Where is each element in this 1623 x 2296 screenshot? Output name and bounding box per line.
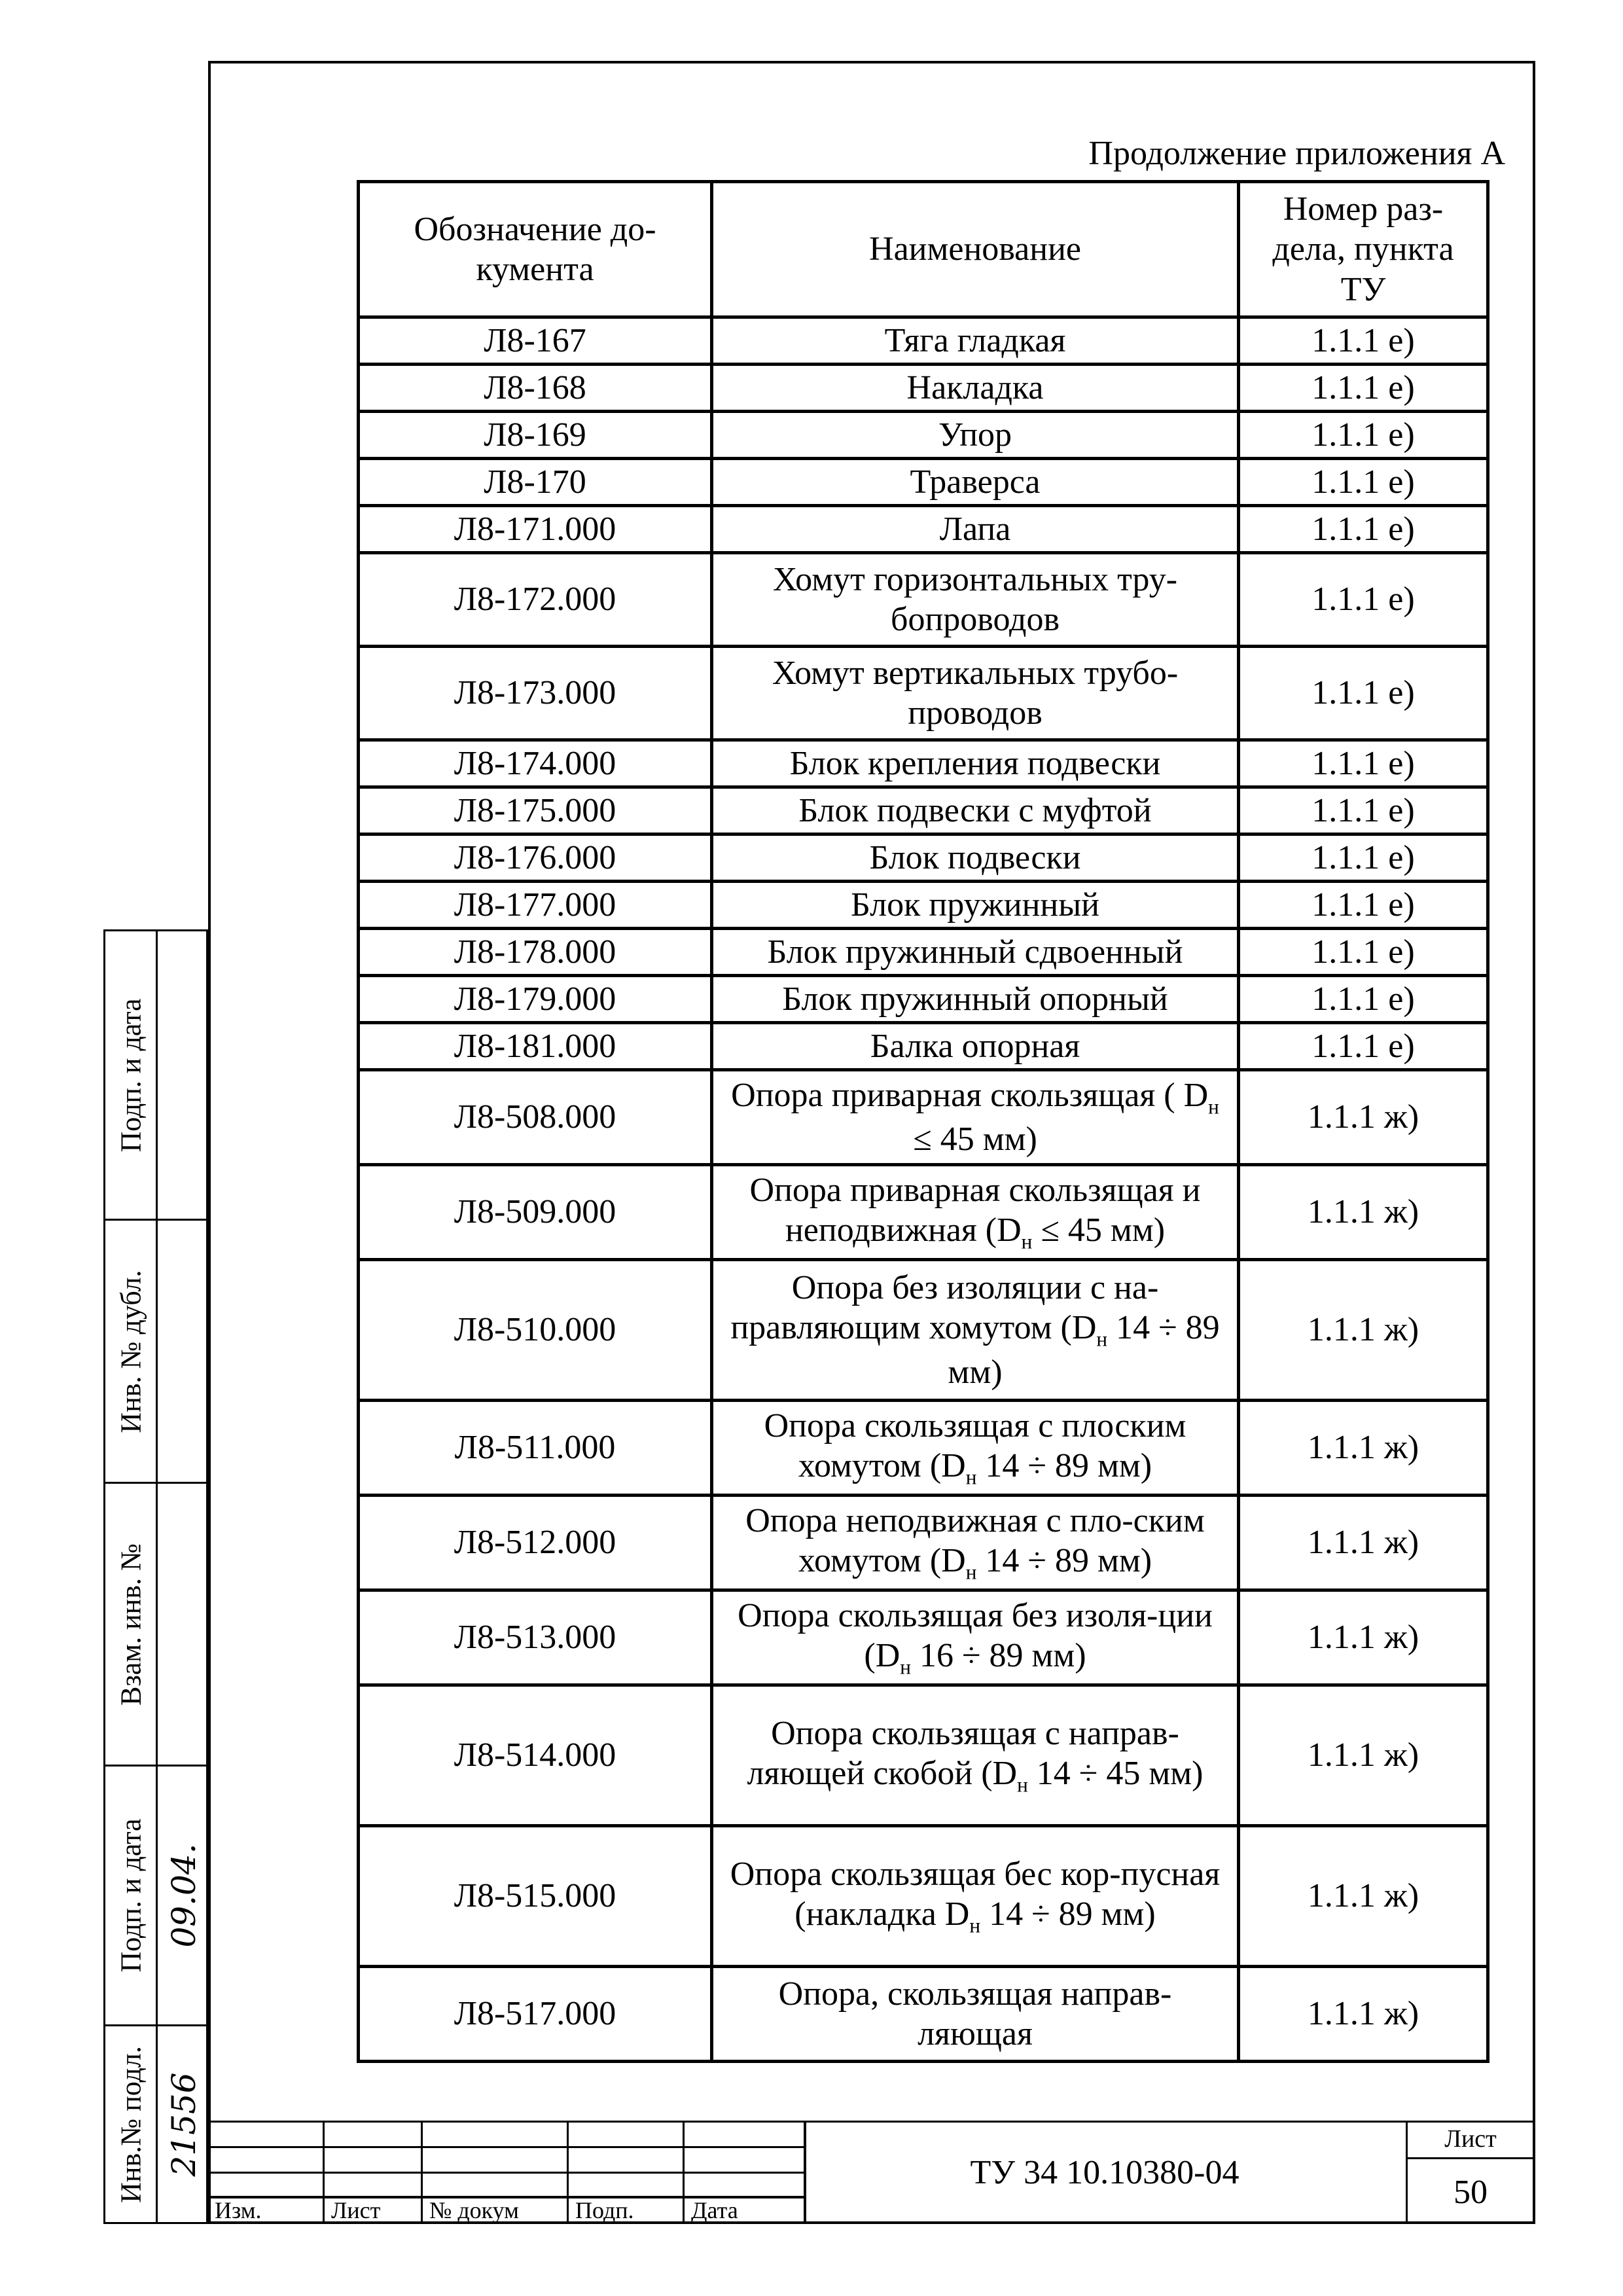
cell-doc: Л8-514.000: [359, 1685, 712, 1826]
cell-doc: Л8-508.000: [359, 1070, 712, 1165]
cell-doc: Л8-510.000: [359, 1260, 712, 1401]
side-label: Взам. инв. №: [115, 1543, 147, 1706]
side-field-signature-date-2: [103, 1765, 208, 2026]
header-name: Наименование: [712, 182, 1239, 317]
cell-name: Опора скользящая бес кор-пусная (накладка $D_н$ 14 ÷ 89 мм): [712, 1826, 1239, 1967]
cell-name: Траверса: [712, 459, 1239, 506]
table-row: [359, 882, 1488, 929]
cell-section: 1.1.1 е): [1239, 647, 1488, 740]
table-row: [359, 740, 1488, 787]
cell-name: Опора, скользящая направ-ляющая: [712, 1967, 1239, 2062]
cell-name: Опора приварная скользящая и неподвижная ($D_н \le 45$ мм): [712, 1165, 1239, 1260]
cell-doc: Л8-171.000: [359, 506, 712, 553]
cell-doc: Л8-517.000: [359, 1967, 712, 2062]
table-row: [359, 553, 1488, 647]
table-row: [359, 412, 1488, 459]
spec-table: [357, 180, 1489, 2063]
cell-doc: Л8-176.000: [359, 834, 712, 882]
side-field-signature-date: [103, 929, 208, 1221]
cell-section: 1.1.1 е): [1239, 882, 1488, 929]
cell-name: Лапа: [712, 506, 1239, 553]
cell-doc: Л8-168: [359, 365, 712, 412]
cell-section: 1.1.1 е): [1239, 506, 1488, 553]
cell-section: 1.1.1 е): [1239, 787, 1488, 834]
cell-doc: Л8-179.000: [359, 976, 712, 1023]
tb-col-sheet: Лист: [331, 2197, 381, 2223]
handwritten-date: 09.04.: [165, 1843, 203, 1948]
table-row: [359, 834, 1488, 882]
title-block: [208, 2121, 1535, 2224]
cell-section: 1.1.1 е): [1239, 834, 1488, 882]
cell-doc: Л8-509.000: [359, 1165, 712, 1260]
cell-section: 1.1.1 ж): [1239, 1826, 1488, 1967]
cell-name: Опора неподвижная с пло-ским хомутом ($D_н$ 14 ÷ 89 мм): [712, 1496, 1239, 1590]
cell-section: 1.1.1 е): [1239, 412, 1488, 459]
cell-section: 1.1.1 ж): [1239, 1401, 1488, 1496]
cell-section: 1.1.1 е): [1239, 1023, 1488, 1070]
document-code: ТУ 34 10.10380-04: [970, 2153, 1240, 2191]
cell-name: Блок пружинный сдвоенный: [712, 929, 1239, 976]
cell-name: Хомут горизонтальных тру-бопроводов: [712, 553, 1239, 647]
table-row: [359, 1826, 1488, 1967]
cell-name: Блок подвески с муфтой: [712, 787, 1239, 834]
tb-col-docnum: № докум: [429, 2197, 519, 2223]
table-row: [359, 1070, 1488, 1165]
cell-name: Блок подвески: [712, 834, 1239, 882]
cell-doc: Л8-511.000: [359, 1401, 712, 1496]
side-strip: [103, 929, 208, 2224]
cell-name: Блок крепления подвески: [712, 740, 1239, 787]
cell-name: Упор: [712, 412, 1239, 459]
cell-name: Опора скользящая с направ-ляющей скобой ($D_н$ 14 ÷ 45 мм): [712, 1685, 1239, 1826]
side-field-orig-inv: [103, 2024, 208, 2224]
cell-name: Опора скользящая без изоля-ции ($D_н$ 16 ÷ 89 мм): [712, 1590, 1239, 1685]
side-field-dup-inv: [103, 1219, 208, 1484]
tb-col-signature: Подп.: [575, 2197, 634, 2223]
table-row: [359, 1165, 1488, 1260]
table-row: [359, 1023, 1488, 1070]
cell-doc: Л8-170: [359, 459, 712, 506]
cell-doc: Л8-169: [359, 412, 712, 459]
table-row: [359, 317, 1488, 365]
cell-section: 1.1.1 е): [1239, 553, 1488, 647]
table-row: [359, 1685, 1488, 1826]
handwritten-inv-number: 21556: [165, 2072, 203, 2177]
cell-doc: Л8-174.000: [359, 740, 712, 787]
cell-section: 1.1.1 ж): [1239, 1685, 1488, 1826]
side-label: Инв.№ подл.: [115, 2045, 147, 2203]
table-row: [359, 647, 1488, 740]
cell-name: Опора без изоляции с на-правляющим хомутом ($D_н$ 14 ÷ 89 мм): [712, 1260, 1239, 1401]
cell-name: Накладка: [712, 365, 1239, 412]
cell-name: Балка опорная: [712, 1023, 1239, 1070]
cell-name: Опора скользящая с плоским хомутом ($D_н$ 14 ÷ 89 мм): [712, 1401, 1239, 1496]
cell-doc: Л8-515.000: [359, 1826, 712, 1967]
table-row: [359, 459, 1488, 506]
side-label: Инв. № дубл.: [115, 1269, 147, 1433]
cell-doc: Л8-181.000: [359, 1023, 712, 1070]
cell-name: Тяга гладкая: [712, 317, 1239, 365]
cell-section: 1.1.1 е): [1239, 976, 1488, 1023]
table-row: [359, 787, 1488, 834]
cell-section: 1.1.1 е): [1239, 459, 1488, 506]
cell-doc: Л8-172.000: [359, 553, 712, 647]
cell-section: 1.1.1 ж): [1239, 1590, 1488, 1685]
cell-name: Хомут вертикальных трубо-проводов: [712, 647, 1239, 740]
continuation-caption: Продолжение приложения А: [1088, 135, 1505, 172]
cell-doc: Л8-175.000: [359, 787, 712, 834]
side-label: Подп. и дата: [115, 997, 147, 1153]
cell-section: 1.1.1 ж): [1239, 1967, 1488, 2062]
table-row: [359, 1967, 1488, 2062]
table-row: [359, 1496, 1488, 1590]
cell-name: Блок пружинный: [712, 882, 1239, 929]
header-section: Номер раз-дела, пункта ТУ: [1239, 182, 1488, 317]
cell-doc: Л8-512.000: [359, 1496, 712, 1590]
table-row: [359, 929, 1488, 976]
sheet-number: 50: [1454, 2173, 1488, 2211]
cell-section: 1.1.1 ж): [1239, 1260, 1488, 1401]
cell-doc: Л8-178.000: [359, 929, 712, 976]
table-row: [359, 365, 1488, 412]
table-row: [359, 1260, 1488, 1401]
cell-name: Блок пружинный опорный: [712, 976, 1239, 1023]
cell-doc: Л8-167: [359, 317, 712, 365]
table-header-row: [359, 182, 1488, 317]
cell-doc: Л8-513.000: [359, 1590, 712, 1685]
side-field-replace-inv: [103, 1482, 208, 1767]
cell-section: 1.1.1 е): [1239, 929, 1488, 976]
cell-doc: Л8-173.000: [359, 647, 712, 740]
cell-section: 1.1.1 ж): [1239, 1070, 1488, 1165]
table-row: [359, 1590, 1488, 1685]
cell-section: 1.1.1 е): [1239, 317, 1488, 365]
cell-doc: Л8-177.000: [359, 882, 712, 929]
cell-section: 1.1.1 ж): [1239, 1165, 1488, 1260]
tb-col-date: Дата: [691, 2197, 738, 2223]
cell-section: 1.1.1 е): [1239, 365, 1488, 412]
sheet-label: Лист: [1444, 2125, 1497, 2153]
table-row: [359, 1401, 1488, 1496]
cell-section: 1.1.1 е): [1239, 740, 1488, 787]
table-row: [359, 976, 1488, 1023]
header-doc: Обозначение до-кумента: [359, 182, 712, 317]
table-row: [359, 506, 1488, 553]
cell-section: 1.1.1 ж): [1239, 1496, 1488, 1590]
cell-name: Опора приварная скользящая ( $D_н \le 45$ мм): [712, 1070, 1239, 1165]
side-label: Подп. и дата: [115, 1818, 147, 1973]
tb-col-change: Изм.: [215, 2197, 262, 2223]
